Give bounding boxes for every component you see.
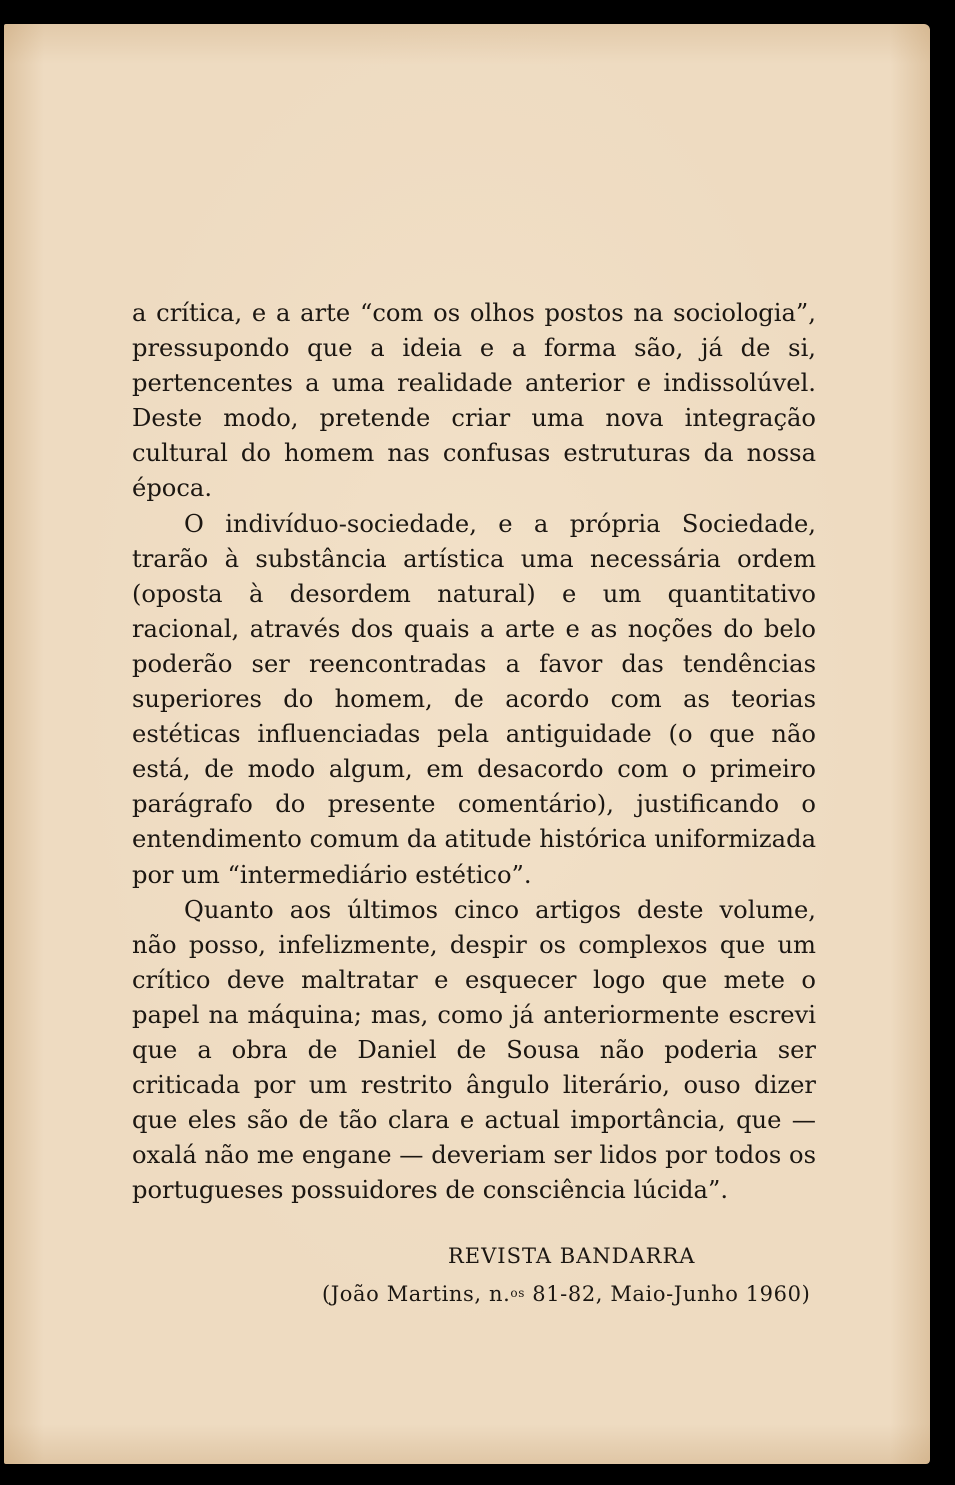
paragraph-individuo-sociedade: O indivíduo-sociedade, e a própria Sociedade, trarão à substância artística uma necessária ordem (oposta à desordem natural) e um quantitativo racional, através dos quais a arte e as noções do belo poderão ser reencontradas a favor das tendências superiores do homem, de acordo com as teorias estéticas influenciadas pela antiguidade (o que não está, de modo algum, em desacordo com o primeiro parágrafo do presente comentário), justificando o entendimento comum da atitude histórica uniformizada por um “intermediário estético”. <box>132 509 816 889</box>
citation-open: (João Martins, n. <box>322 1282 511 1306</box>
body-text <box>132 296 816 1208</box>
citation-close: 81-82, Maio-Junho 1960) <box>524 1282 811 1306</box>
paragraph-continuation: a crítica, e a arte “com os olhos postos na sociologia”, pressupondo que a ideia e a forma são, já de si, pertencentes a uma realidade anterior e indissolúvel. Deste modo, pretende criar uma nova integração cultural do homem nas confusas estruturas da nossa época. <box>132 299 816 503</box>
source-citation <box>322 1282 810 1306</box>
citation-superscript: os <box>510 1286 525 1300</box>
paragraph-ultimos-artigos: Quanto aos últimos cinco artigos deste volume, não posso, infelizmente, despir os complexos que um crítico deve maltratar e esquecer logo que mete o papel na máquina; mas, como já anteriormente escrevi que a obra de Daniel de Sousa não poderia ser criticada por um restrito ângulo literário, ouso dizer que eles são de tão clara e actual importância, que — oxalá não me engane — deveriam ser lidos por todos os portugueses possuidores de consciência lúcida”. <box>132 895 816 1205</box>
source-signature: REVISTA BANDARRA <box>448 1244 696 1268</box>
